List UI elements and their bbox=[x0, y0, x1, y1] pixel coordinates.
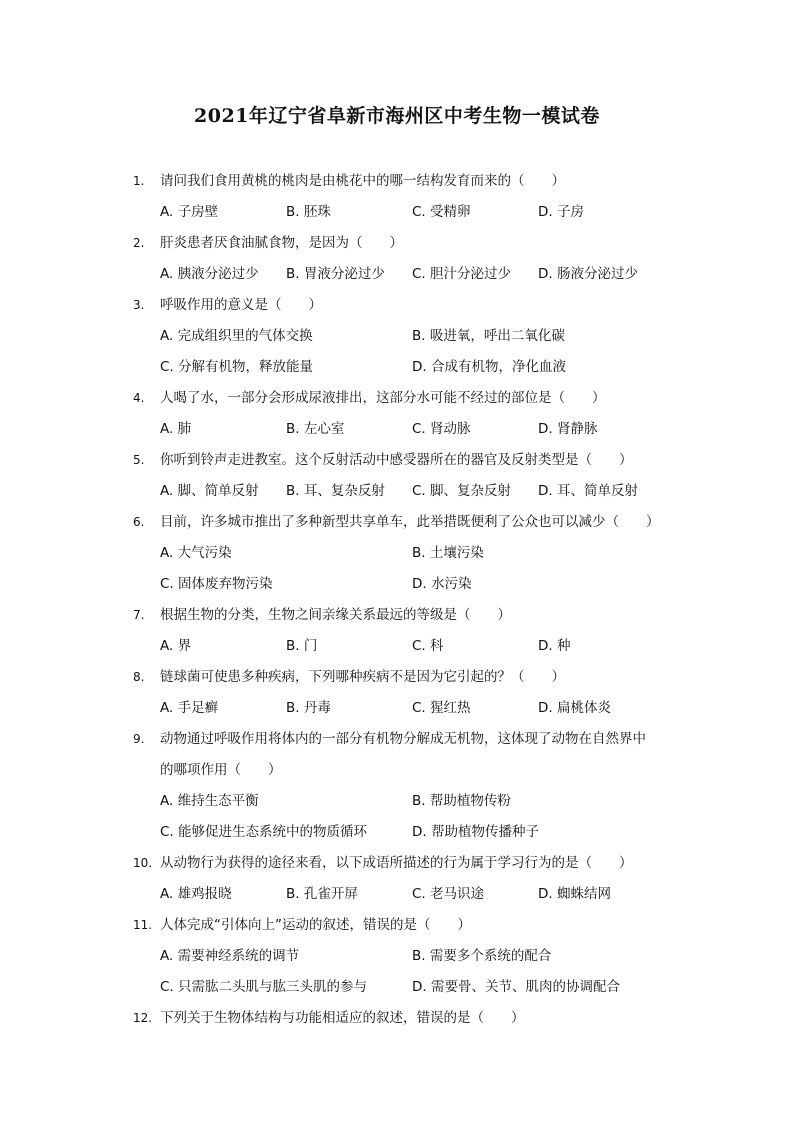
option-c: C. 猩红热 bbox=[412, 700, 471, 716]
option-c: C. 受精卵 bbox=[412, 204, 471, 220]
question-number: 10. bbox=[133, 856, 153, 870]
question-stem: 你听到铃声走进教室。这个反射活动中感受器所在的器官及反射类型是（ ） bbox=[160, 452, 633, 468]
question-number: 8. bbox=[133, 670, 145, 684]
option-d: D. 帮助植物传播种子 bbox=[412, 824, 539, 840]
question-number: 5. bbox=[133, 453, 145, 467]
question-number: 3. bbox=[133, 298, 145, 312]
option-c: C. 固体废弃物污染 bbox=[160, 576, 273, 592]
option-b: B. 帮助植物传粉 bbox=[412, 793, 511, 809]
option-a: A. 子房壁 bbox=[160, 204, 219, 220]
option-b: B. 耳、复杂反射 bbox=[286, 483, 385, 499]
option-d: D. 肾静脉 bbox=[538, 421, 598, 437]
option-b: B. 土壤污染 bbox=[412, 545, 484, 561]
option-c: C. 胆汁分泌过少 bbox=[412, 266, 512, 282]
question-stem-continued: 的哪项作用（ ） bbox=[160, 762, 282, 778]
option-d: D. 水污染 bbox=[412, 576, 472, 592]
option-c: C. 科 bbox=[412, 638, 444, 654]
option-a: A. 维持生态平衡 bbox=[160, 793, 259, 809]
question-11 bbox=[0, 914, 794, 1007]
option-b: B. 孔雀开屏 bbox=[286, 886, 358, 902]
option-b: B. 胚珠 bbox=[286, 204, 331, 220]
question-stem: 目前，许多城市推出了多种新型共享单车，此举措既便利了公众也可以减少（ ） bbox=[160, 514, 660, 530]
question-number: 9. bbox=[133, 732, 145, 746]
option-b: B. 门 bbox=[286, 638, 318, 654]
question-stem: 根据生物的分类，生物之间亲缘关系最远的等级是（ ） bbox=[160, 607, 511, 623]
option-c: C. 只需肱二头肌与肱三头肌的参与 bbox=[160, 979, 368, 995]
option-a: A. 肺 bbox=[160, 421, 192, 437]
option-b: B. 左心室 bbox=[286, 421, 345, 437]
option-a: A. 脚、简单反射 bbox=[160, 483, 259, 499]
option-b: B. 吸进氧，呼出二氧化碳 bbox=[412, 328, 565, 344]
option-c: C. 脚、复杂反射 bbox=[412, 483, 512, 499]
question-number: 12. bbox=[133, 1011, 153, 1025]
question-1 bbox=[0, 170, 794, 232]
option-a: A. 大气污染 bbox=[160, 545, 232, 561]
question-stem: 呼吸作用的意义是（ ） bbox=[160, 297, 322, 313]
option-d: D. 合成有机物，净化血液 bbox=[412, 359, 566, 375]
question-stem: 肝炎患者厌食油腻食物，是因为（ ） bbox=[160, 235, 403, 251]
option-a: A. 需要神经系统的调节 bbox=[160, 948, 300, 964]
question-list bbox=[0, 170, 794, 1038]
question-5 bbox=[0, 449, 794, 511]
question-2 bbox=[0, 232, 794, 294]
option-d: D. 子房 bbox=[538, 204, 584, 220]
option-d: D. 肠液分泌过少 bbox=[538, 266, 638, 282]
question-6 bbox=[0, 511, 794, 604]
question-stem: 请问我们食用黄桃的桃肉是由桃花中的哪一结构发育而来的（ ） bbox=[160, 173, 565, 189]
option-d: D. 种 bbox=[538, 638, 571, 654]
option-c: C. 老马识途 bbox=[412, 886, 485, 902]
question-8 bbox=[0, 666, 794, 728]
question-stem: 人喝了水，一部分会形成尿液排出，这部分水可能不经过的部位是（ ） bbox=[160, 390, 606, 406]
option-b: B. 丹毒 bbox=[286, 700, 331, 716]
option-d: D. 扁桃体炎 bbox=[538, 700, 611, 716]
question-stem: 动物通过呼吸作用将体内的一部分有机物分解成无机物，这体现了动物在自然界中 bbox=[160, 731, 646, 747]
question-7 bbox=[0, 604, 794, 666]
option-d: D. 需要骨、关节、肌肉的协调配合 bbox=[412, 979, 620, 995]
option-b: B. 需要多个系统的配合 bbox=[412, 948, 552, 964]
question-stem: 下列关于生物体结构与功能相适应的叙述，错误的是（ ） bbox=[160, 1010, 525, 1026]
question-number: 2. bbox=[133, 236, 145, 250]
question-number: 11. bbox=[133, 918, 153, 932]
option-a: A. 界 bbox=[160, 638, 192, 654]
question-number: 6. bbox=[133, 515, 145, 529]
option-c: C. 能够促进生态系统中的物质循环 bbox=[160, 824, 368, 840]
option-a: A. 完成组织里的气体交换 bbox=[160, 328, 313, 344]
option-c: C. 分解有机物，释放能量 bbox=[160, 359, 314, 375]
exam-title: 2021年辽宁省阜新市海州区中考生物一模试卷 bbox=[194, 105, 600, 127]
option-a: A. 胰液分泌过少 bbox=[160, 266, 259, 282]
option-d: D. 耳、简单反射 bbox=[538, 483, 638, 499]
question-10 bbox=[0, 852, 794, 914]
question-number: 4. bbox=[133, 391, 145, 405]
question-9 bbox=[0, 728, 794, 852]
question-stem: 人体完成“引体向上”运动的叙述，错误的是（ ） bbox=[160, 917, 471, 933]
question-number: 7. bbox=[133, 608, 145, 622]
option-d: D. 蜘蛛结网 bbox=[538, 886, 611, 902]
question-stem: 从动物行为获得的途径来看，以下成语所描述的行为属于学习行为的是（ ） bbox=[160, 855, 633, 871]
option-a: A. 雄鸡报晓 bbox=[160, 886, 232, 902]
question-stem: 链球菌可使患多种疾病，下列哪种疾病不是因为它引起的？（ ） bbox=[160, 669, 565, 685]
option-c: C. 肾动脉 bbox=[412, 421, 471, 437]
option-b: B. 胃液分泌过少 bbox=[286, 266, 385, 282]
question-3 bbox=[0, 294, 794, 387]
question-4 bbox=[0, 387, 794, 449]
option-a: A. 手足癣 bbox=[160, 700, 219, 716]
question-number: 1. bbox=[133, 174, 145, 188]
question-12 bbox=[0, 1007, 794, 1038]
